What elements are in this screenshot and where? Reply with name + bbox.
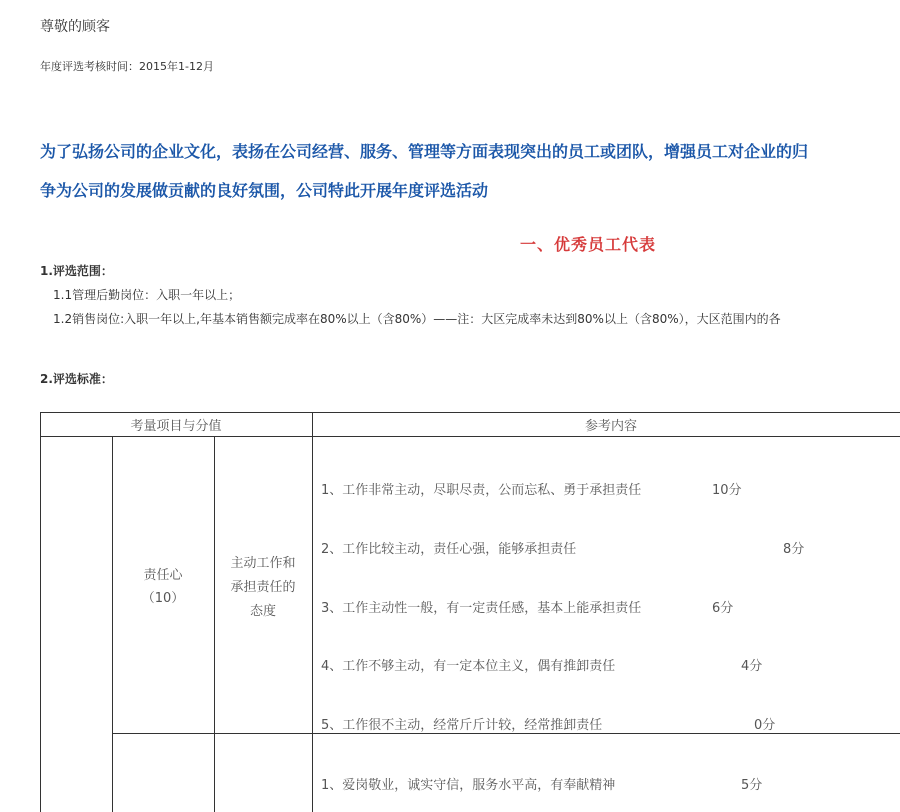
section-title: 一、优秀员工代表 [519,235,656,254]
criteria-score: 6分 [712,601,734,616]
description-cell [214,552,312,624]
category-cell [112,564,214,610]
table-border-left [40,412,41,812]
category-name: 责任心 [143,568,183,583]
criteria-item: 2、工作比较主动，责任心强，能够承担责任 [321,542,577,557]
table-header-right: 参考内容 [584,419,637,434]
criteria-score: 10分 [712,483,742,498]
intro-line-2: 争为公司的发展做贡献的良好氛围，公司特此开展年度评选活动 [40,181,489,200]
criteria-score: 4分 [741,659,763,674]
table-col-divider-3 [312,412,313,812]
criteria-item: 1、工作非常主动，尽职尽责，公而忘私、勇于承担责任 [321,483,642,498]
table-col-divider-2 [214,436,215,812]
criteria-item: 3、工作主动性一般，有一定责任感，基本上能承担责任 [321,601,642,616]
criteria-item: 1、爱岗敬业，诚实守信，服务水平高，有奉献精神 [321,778,616,793]
description-line: 承担责任的 [230,580,296,595]
standard-heading: 2.评选标准： [40,372,113,386]
scope-item-2: 1.2销售岗位:入职一年以上,年基本销售额完成率在80%以上（含80%）——注：大区完成率未达到80%以上（含80%），大区范围内的各 [53,312,781,326]
scope-heading: 1.评选范围： [40,264,113,278]
greeting: 尊敬的顾客 [40,19,110,35]
table-header-divider [40,436,900,437]
evaluation-period: 年度评选考核时间：2015年1-12月 [40,60,214,73]
description-line: 主动工作和 [230,556,296,571]
description-line: 态度 [249,604,276,619]
intro-paragraph [40,132,900,210]
table-row-divider [112,733,900,734]
criteria-table [40,412,900,812]
table-header-left: 考量项目与分值 [130,419,222,434]
category-points: （10） [141,591,185,606]
criteria-item: 5、工作很不主动，经常斤斤计较，经常推卸责任 [321,718,603,733]
intro-line-1: 为了弘扬公司的企业文化，表扬在公司经营、服务、管理等方面表现突出的员工或团队，增强员工对企业的归 [40,142,809,161]
criteria-item: 4、工作不够主动，有一定本位主义，偶有推卸责任 [321,659,616,674]
scope-item-1: 1.1管理后勤岗位：入职一年以上； [53,288,241,302]
table-col-divider-1 [112,436,113,812]
criteria-score: 0分 [754,718,776,733]
criteria-score: 5分 [741,778,763,793]
criteria-score: 8分 [783,542,805,557]
table-border-top [40,412,900,413]
